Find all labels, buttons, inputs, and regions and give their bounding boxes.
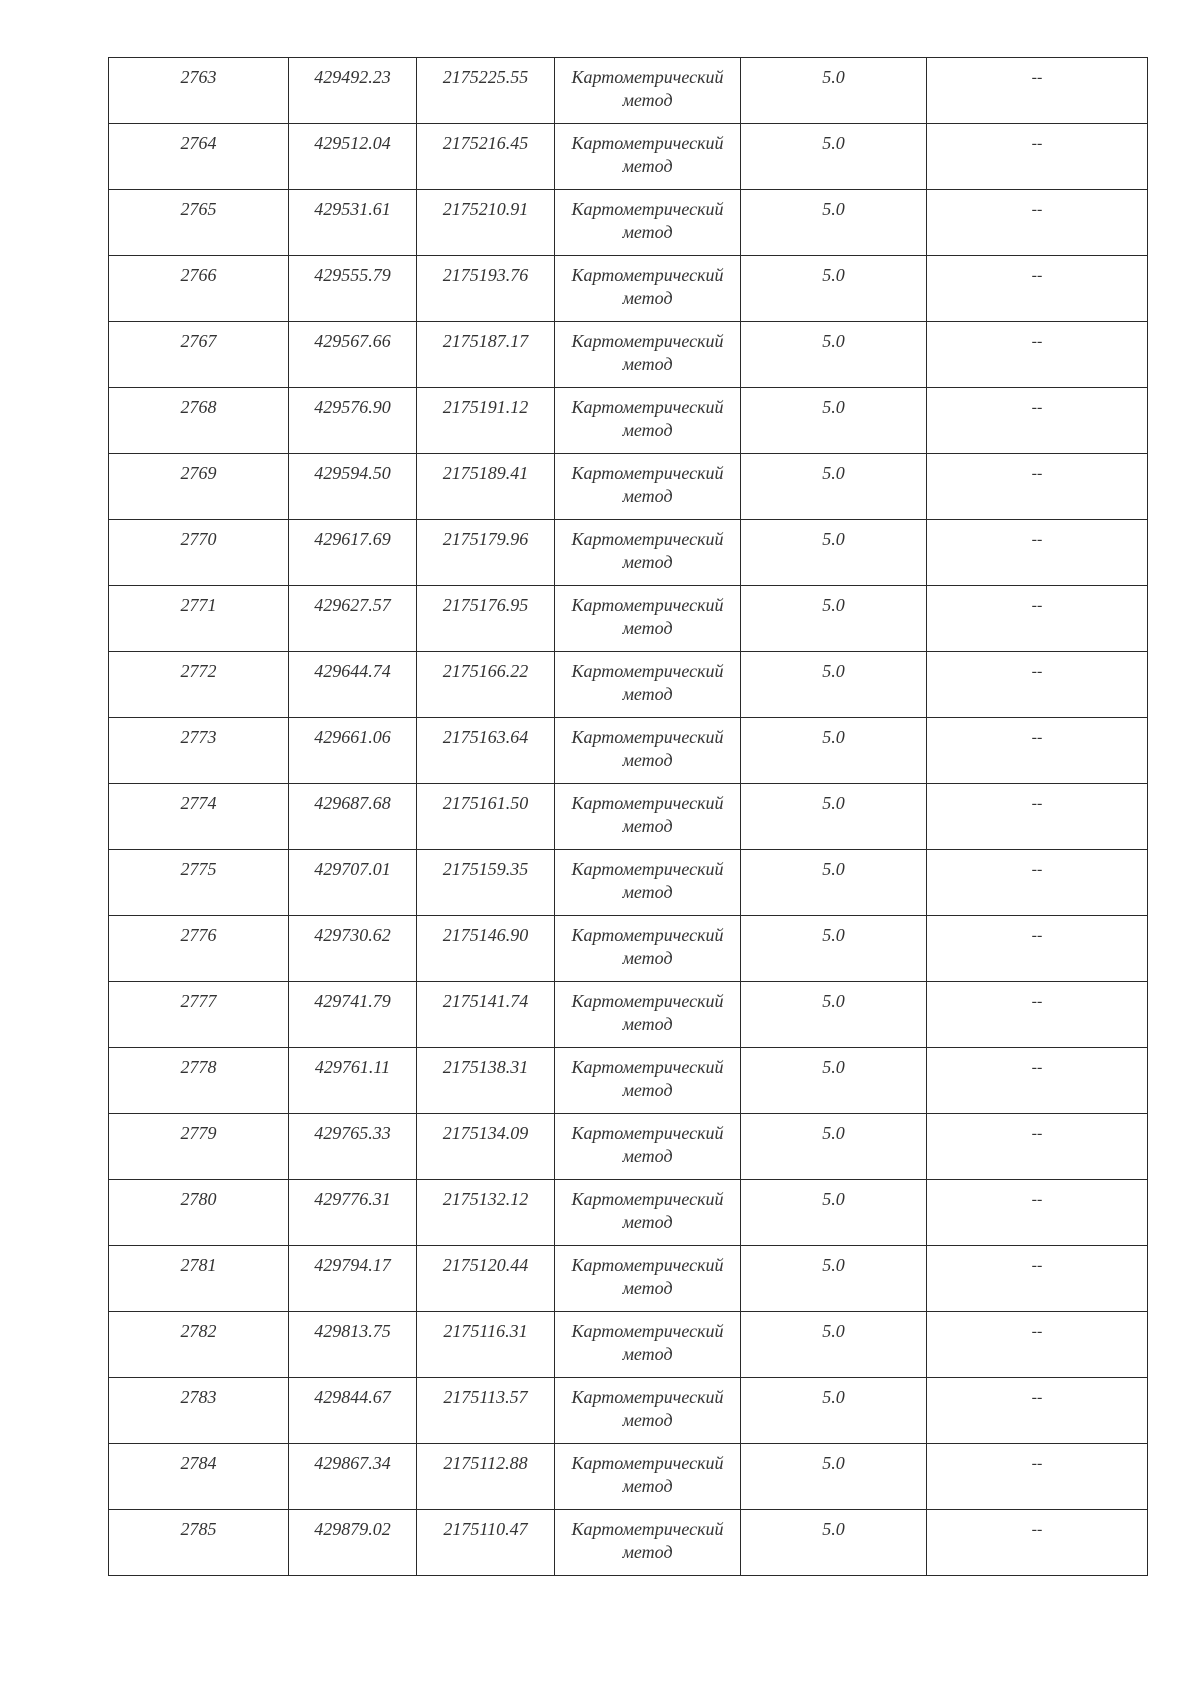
accuracy-cell: 5.0 <box>741 124 927 190</box>
y-coordinate-cell: 2175216.45 <box>417 124 555 190</box>
y-coordinate-cell: 2175112.88 <box>417 1444 555 1510</box>
method-cell: Картометрический метод <box>555 124 741 190</box>
accuracy-cell: 5.0 <box>741 454 927 520</box>
table-row <box>109 388 1148 454</box>
method-cell: Картометрический метод <box>555 1180 741 1246</box>
x-coordinate-cell: 429776.31 <box>289 1180 417 1246</box>
y-coordinate-cell: 2175176.95 <box>417 586 555 652</box>
x-coordinate-cell: 429730.62 <box>289 916 417 982</box>
x-coordinate-cell: 429492.23 <box>289 58 417 124</box>
x-coordinate-cell: 429576.90 <box>289 388 417 454</box>
method-cell: Картометрический метод <box>555 916 741 982</box>
table-row <box>109 124 1148 190</box>
x-coordinate-cell: 429661.06 <box>289 718 417 784</box>
table-row <box>109 454 1148 520</box>
table-row <box>109 1246 1148 1312</box>
point-number-cell: 2780 <box>109 1180 289 1246</box>
point-number-cell: 2768 <box>109 388 289 454</box>
x-coordinate-cell: 429765.33 <box>289 1114 417 1180</box>
x-coordinate-cell: 429567.66 <box>289 322 417 388</box>
note-cell: -- <box>927 850 1148 916</box>
method-cell: Картометрический метод <box>555 1444 741 1510</box>
y-coordinate-cell: 2175132.12 <box>417 1180 555 1246</box>
point-number-cell: 2769 <box>109 454 289 520</box>
accuracy-cell: 5.0 <box>741 520 927 586</box>
y-coordinate-cell: 2175193.76 <box>417 256 555 322</box>
note-cell: -- <box>927 718 1148 784</box>
y-coordinate-cell: 2175138.31 <box>417 1048 555 1114</box>
x-coordinate-cell: 429879.02 <box>289 1510 417 1576</box>
accuracy-cell: 5.0 <box>741 1246 927 1312</box>
table-row <box>109 1048 1148 1114</box>
point-number-cell: 2775 <box>109 850 289 916</box>
point-number-cell: 2776 <box>109 916 289 982</box>
table-row <box>109 850 1148 916</box>
accuracy-cell: 5.0 <box>741 322 927 388</box>
note-cell: -- <box>927 1378 1148 1444</box>
point-number-cell: 2763 <box>109 58 289 124</box>
note-cell: -- <box>927 916 1148 982</box>
accuracy-cell: 5.0 <box>741 1510 927 1576</box>
note-cell: -- <box>927 58 1148 124</box>
accuracy-cell: 5.0 <box>741 1312 927 1378</box>
note-cell: -- <box>927 586 1148 652</box>
point-number-cell: 2785 <box>109 1510 289 1576</box>
note-cell: -- <box>927 1246 1148 1312</box>
table-row <box>109 58 1148 124</box>
x-coordinate-cell: 429867.34 <box>289 1444 417 1510</box>
note-cell: -- <box>927 784 1148 850</box>
y-coordinate-cell: 2175163.64 <box>417 718 555 784</box>
method-cell: Картометрический метод <box>555 850 741 916</box>
table-row <box>109 982 1148 1048</box>
y-coordinate-cell: 2175113.57 <box>417 1378 555 1444</box>
point-number-cell: 2772 <box>109 652 289 718</box>
x-coordinate-cell: 429531.61 <box>289 190 417 256</box>
method-cell: Картометрический метод <box>555 784 741 850</box>
y-coordinate-cell: 2175225.55 <box>417 58 555 124</box>
accuracy-cell: 5.0 <box>741 1444 927 1510</box>
accuracy-cell: 5.0 <box>741 1180 927 1246</box>
accuracy-cell: 5.0 <box>741 718 927 784</box>
method-cell: Картометрический метод <box>555 652 741 718</box>
y-coordinate-cell: 2175166.22 <box>417 652 555 718</box>
x-coordinate-cell: 429813.75 <box>289 1312 417 1378</box>
note-cell: -- <box>927 652 1148 718</box>
table-row <box>109 718 1148 784</box>
note-cell: -- <box>927 1048 1148 1114</box>
method-cell: Картометрический метод <box>555 256 741 322</box>
point-number-cell: 2777 <box>109 982 289 1048</box>
accuracy-cell: 5.0 <box>741 916 927 982</box>
y-coordinate-cell: 2175110.47 <box>417 1510 555 1576</box>
table-row <box>109 652 1148 718</box>
x-coordinate-cell: 429512.04 <box>289 124 417 190</box>
x-coordinate-cell: 429594.50 <box>289 454 417 520</box>
coordinates-table-container <box>108 57 1147 1576</box>
note-cell: -- <box>927 520 1148 586</box>
method-cell: Картометрический метод <box>555 454 741 520</box>
x-coordinate-cell: 429844.67 <box>289 1378 417 1444</box>
table-row <box>109 586 1148 652</box>
table-row <box>109 1378 1148 1444</box>
x-coordinate-cell: 429741.79 <box>289 982 417 1048</box>
point-number-cell: 2764 <box>109 124 289 190</box>
x-coordinate-cell: 429627.57 <box>289 586 417 652</box>
x-coordinate-cell: 429761.11 <box>289 1048 417 1114</box>
point-number-cell: 2773 <box>109 718 289 784</box>
x-coordinate-cell: 429644.74 <box>289 652 417 718</box>
note-cell: -- <box>927 388 1148 454</box>
y-coordinate-cell: 2175116.31 <box>417 1312 555 1378</box>
y-coordinate-cell: 2175189.41 <box>417 454 555 520</box>
x-coordinate-cell: 429687.68 <box>289 784 417 850</box>
table-row <box>109 520 1148 586</box>
method-cell: Картометрический метод <box>555 1048 741 1114</box>
x-coordinate-cell: 429707.01 <box>289 850 417 916</box>
y-coordinate-cell: 2175191.12 <box>417 388 555 454</box>
table-row <box>109 1444 1148 1510</box>
y-coordinate-cell: 2175146.90 <box>417 916 555 982</box>
point-number-cell: 2765 <box>109 190 289 256</box>
point-number-cell: 2779 <box>109 1114 289 1180</box>
method-cell: Картометрический метод <box>555 1246 741 1312</box>
accuracy-cell: 5.0 <box>741 982 927 1048</box>
accuracy-cell: 5.0 <box>741 652 927 718</box>
accuracy-cell: 5.0 <box>741 58 927 124</box>
note-cell: -- <box>927 322 1148 388</box>
accuracy-cell: 5.0 <box>741 586 927 652</box>
y-coordinate-cell: 2175141.74 <box>417 982 555 1048</box>
method-cell: Картометрический метод <box>555 1510 741 1576</box>
accuracy-cell: 5.0 <box>741 1378 927 1444</box>
table-row <box>109 1510 1148 1576</box>
accuracy-cell: 5.0 <box>741 256 927 322</box>
note-cell: -- <box>927 1312 1148 1378</box>
y-coordinate-cell: 2175161.50 <box>417 784 555 850</box>
y-coordinate-cell: 2175179.96 <box>417 520 555 586</box>
point-number-cell: 2774 <box>109 784 289 850</box>
note-cell: -- <box>927 1510 1148 1576</box>
note-cell: -- <box>927 454 1148 520</box>
note-cell: -- <box>927 1180 1148 1246</box>
method-cell: Картометрический метод <box>555 58 741 124</box>
accuracy-cell: 5.0 <box>741 850 927 916</box>
note-cell: -- <box>927 1444 1148 1510</box>
table-row <box>109 916 1148 982</box>
method-cell: Картометрический метод <box>555 190 741 256</box>
method-cell: Картометрический метод <box>555 1114 741 1180</box>
table-row <box>109 1180 1148 1246</box>
method-cell: Картометрический метод <box>555 388 741 454</box>
point-number-cell: 2783 <box>109 1378 289 1444</box>
point-number-cell: 2778 <box>109 1048 289 1114</box>
method-cell: Картометрический метод <box>555 322 741 388</box>
coordinates-table-body <box>109 58 1148 1576</box>
accuracy-cell: 5.0 <box>741 190 927 256</box>
y-coordinate-cell: 2175159.35 <box>417 850 555 916</box>
y-coordinate-cell: 2175120.44 <box>417 1246 555 1312</box>
table-row <box>109 1312 1148 1378</box>
point-number-cell: 2766 <box>109 256 289 322</box>
table-row <box>109 190 1148 256</box>
table-row <box>109 784 1148 850</box>
note-cell: -- <box>927 190 1148 256</box>
point-number-cell: 2784 <box>109 1444 289 1510</box>
y-coordinate-cell: 2175210.91 <box>417 190 555 256</box>
table-row <box>109 256 1148 322</box>
method-cell: Картометрический метод <box>555 586 741 652</box>
accuracy-cell: 5.0 <box>741 784 927 850</box>
note-cell: -- <box>927 256 1148 322</box>
note-cell: -- <box>927 1114 1148 1180</box>
note-cell: -- <box>927 982 1148 1048</box>
accuracy-cell: 5.0 <box>741 388 927 454</box>
coordinates-table <box>108 57 1148 1576</box>
table-row <box>109 322 1148 388</box>
table-row <box>109 1114 1148 1180</box>
y-coordinate-cell: 2175187.17 <box>417 322 555 388</box>
x-coordinate-cell: 429617.69 <box>289 520 417 586</box>
method-cell: Картометрический метод <box>555 520 741 586</box>
point-number-cell: 2771 <box>109 586 289 652</box>
point-number-cell: 2782 <box>109 1312 289 1378</box>
point-number-cell: 2770 <box>109 520 289 586</box>
method-cell: Картометрический метод <box>555 718 741 784</box>
method-cell: Картометрический метод <box>555 1312 741 1378</box>
note-cell: -- <box>927 124 1148 190</box>
method-cell: Картометрический метод <box>555 982 741 1048</box>
point-number-cell: 2781 <box>109 1246 289 1312</box>
x-coordinate-cell: 429794.17 <box>289 1246 417 1312</box>
x-coordinate-cell: 429555.79 <box>289 256 417 322</box>
accuracy-cell: 5.0 <box>741 1048 927 1114</box>
method-cell: Картометрический метод <box>555 1378 741 1444</box>
point-number-cell: 2767 <box>109 322 289 388</box>
y-coordinate-cell: 2175134.09 <box>417 1114 555 1180</box>
accuracy-cell: 5.0 <box>741 1114 927 1180</box>
